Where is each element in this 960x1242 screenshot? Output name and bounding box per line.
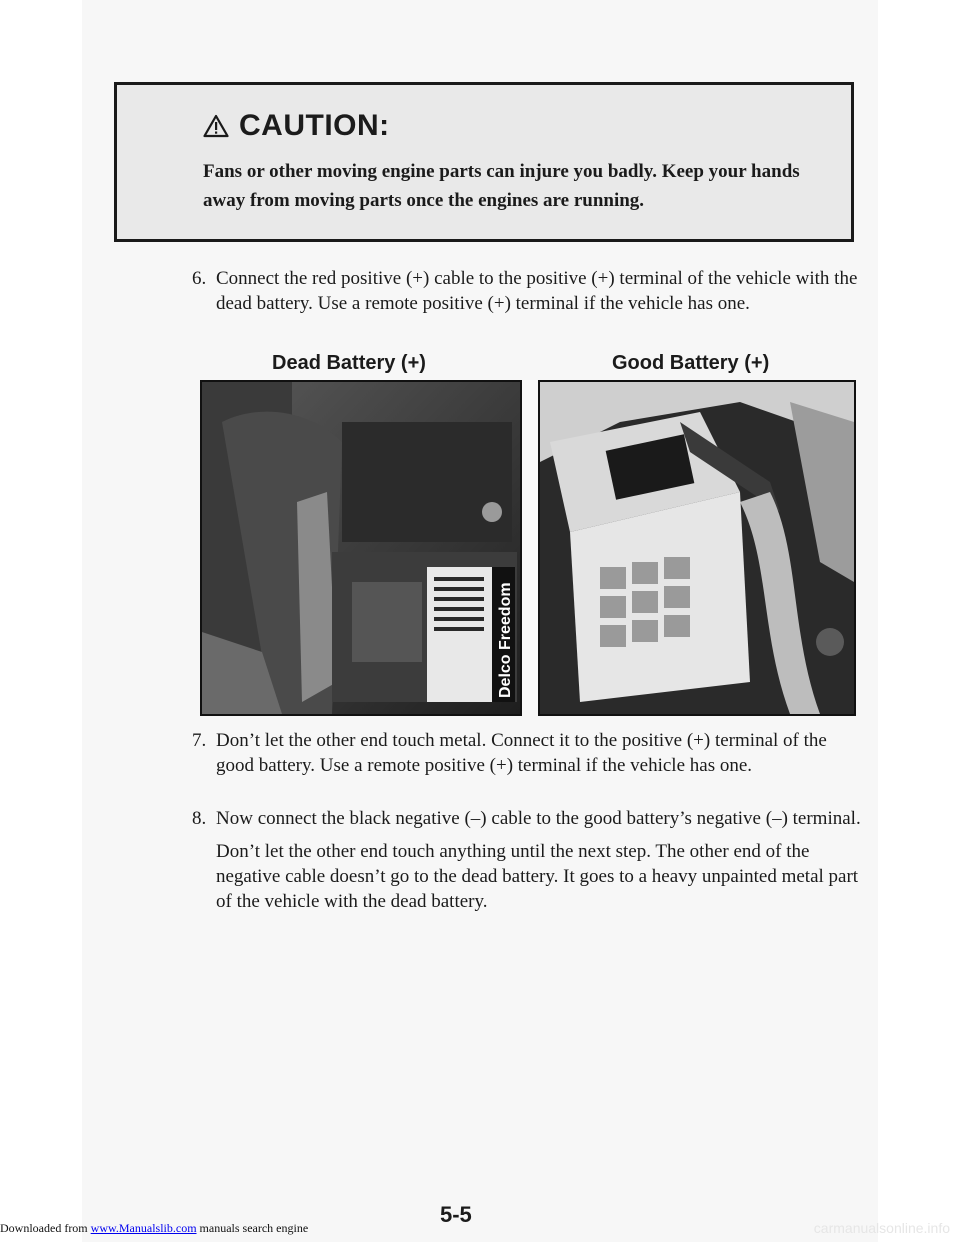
page-number: 5-5 bbox=[440, 1202, 472, 1227]
download-footer: Downloaded from www.Manualslib.com manuals search engine bbox=[0, 1221, 309, 1235]
step-6 bbox=[192, 266, 866, 316]
step-text-continued: Don’t let the other end touch anything until the next step. The other end of the negative cable doesn’t go to the dead battery. It goes to a heavy unpainted metal part of the vehicle with the dead battery. bbox=[216, 841, 859, 912]
dead-battery-photo bbox=[200, 380, 522, 716]
step-7 bbox=[192, 728, 866, 778]
battery-brand-text: Delco Freedom bbox=[497, 582, 514, 698]
step-number: 6. bbox=[192, 268, 207, 289]
step-text: Connect the red positive (+) cable to the positive (+) terminal of the vehicle with the dead battery. Use a remote positive (+) terminal if the vehicle has one. bbox=[216, 268, 858, 314]
step-text: Now connect the black negative (–) cable to the good battery’s negative (–) terminal. bbox=[216, 808, 861, 829]
caution-text: Fans or other moving engine parts can injure you badly. Keep your hands away from moving parts once the engines are running. bbox=[203, 161, 800, 211]
caution-box bbox=[114, 82, 854, 242]
good-battery-label: Good Battery (+) bbox=[612, 352, 770, 374]
watermark: carmanualsonline.info bbox=[813, 1220, 950, 1236]
dead-battery-label: Dead Battery (+) bbox=[272, 352, 426, 374]
step-8 bbox=[192, 806, 866, 914]
step-number: 7. bbox=[192, 730, 207, 751]
manualslib-link[interactable]: www.Manualslib.com bbox=[90, 1221, 197, 1235]
caution-heading bbox=[203, 109, 851, 143]
good-battery-photo bbox=[538, 380, 856, 716]
step-number: 8. bbox=[192, 808, 207, 829]
step-text: Don’t let the other end touch metal. Connect it to the positive (+) terminal of the good battery. Use a remote positive (+) terminal if the vehicle has one. bbox=[216, 730, 827, 776]
warning-triangle-icon bbox=[203, 114, 229, 138]
caution-title: CAUTION: bbox=[239, 109, 390, 142]
